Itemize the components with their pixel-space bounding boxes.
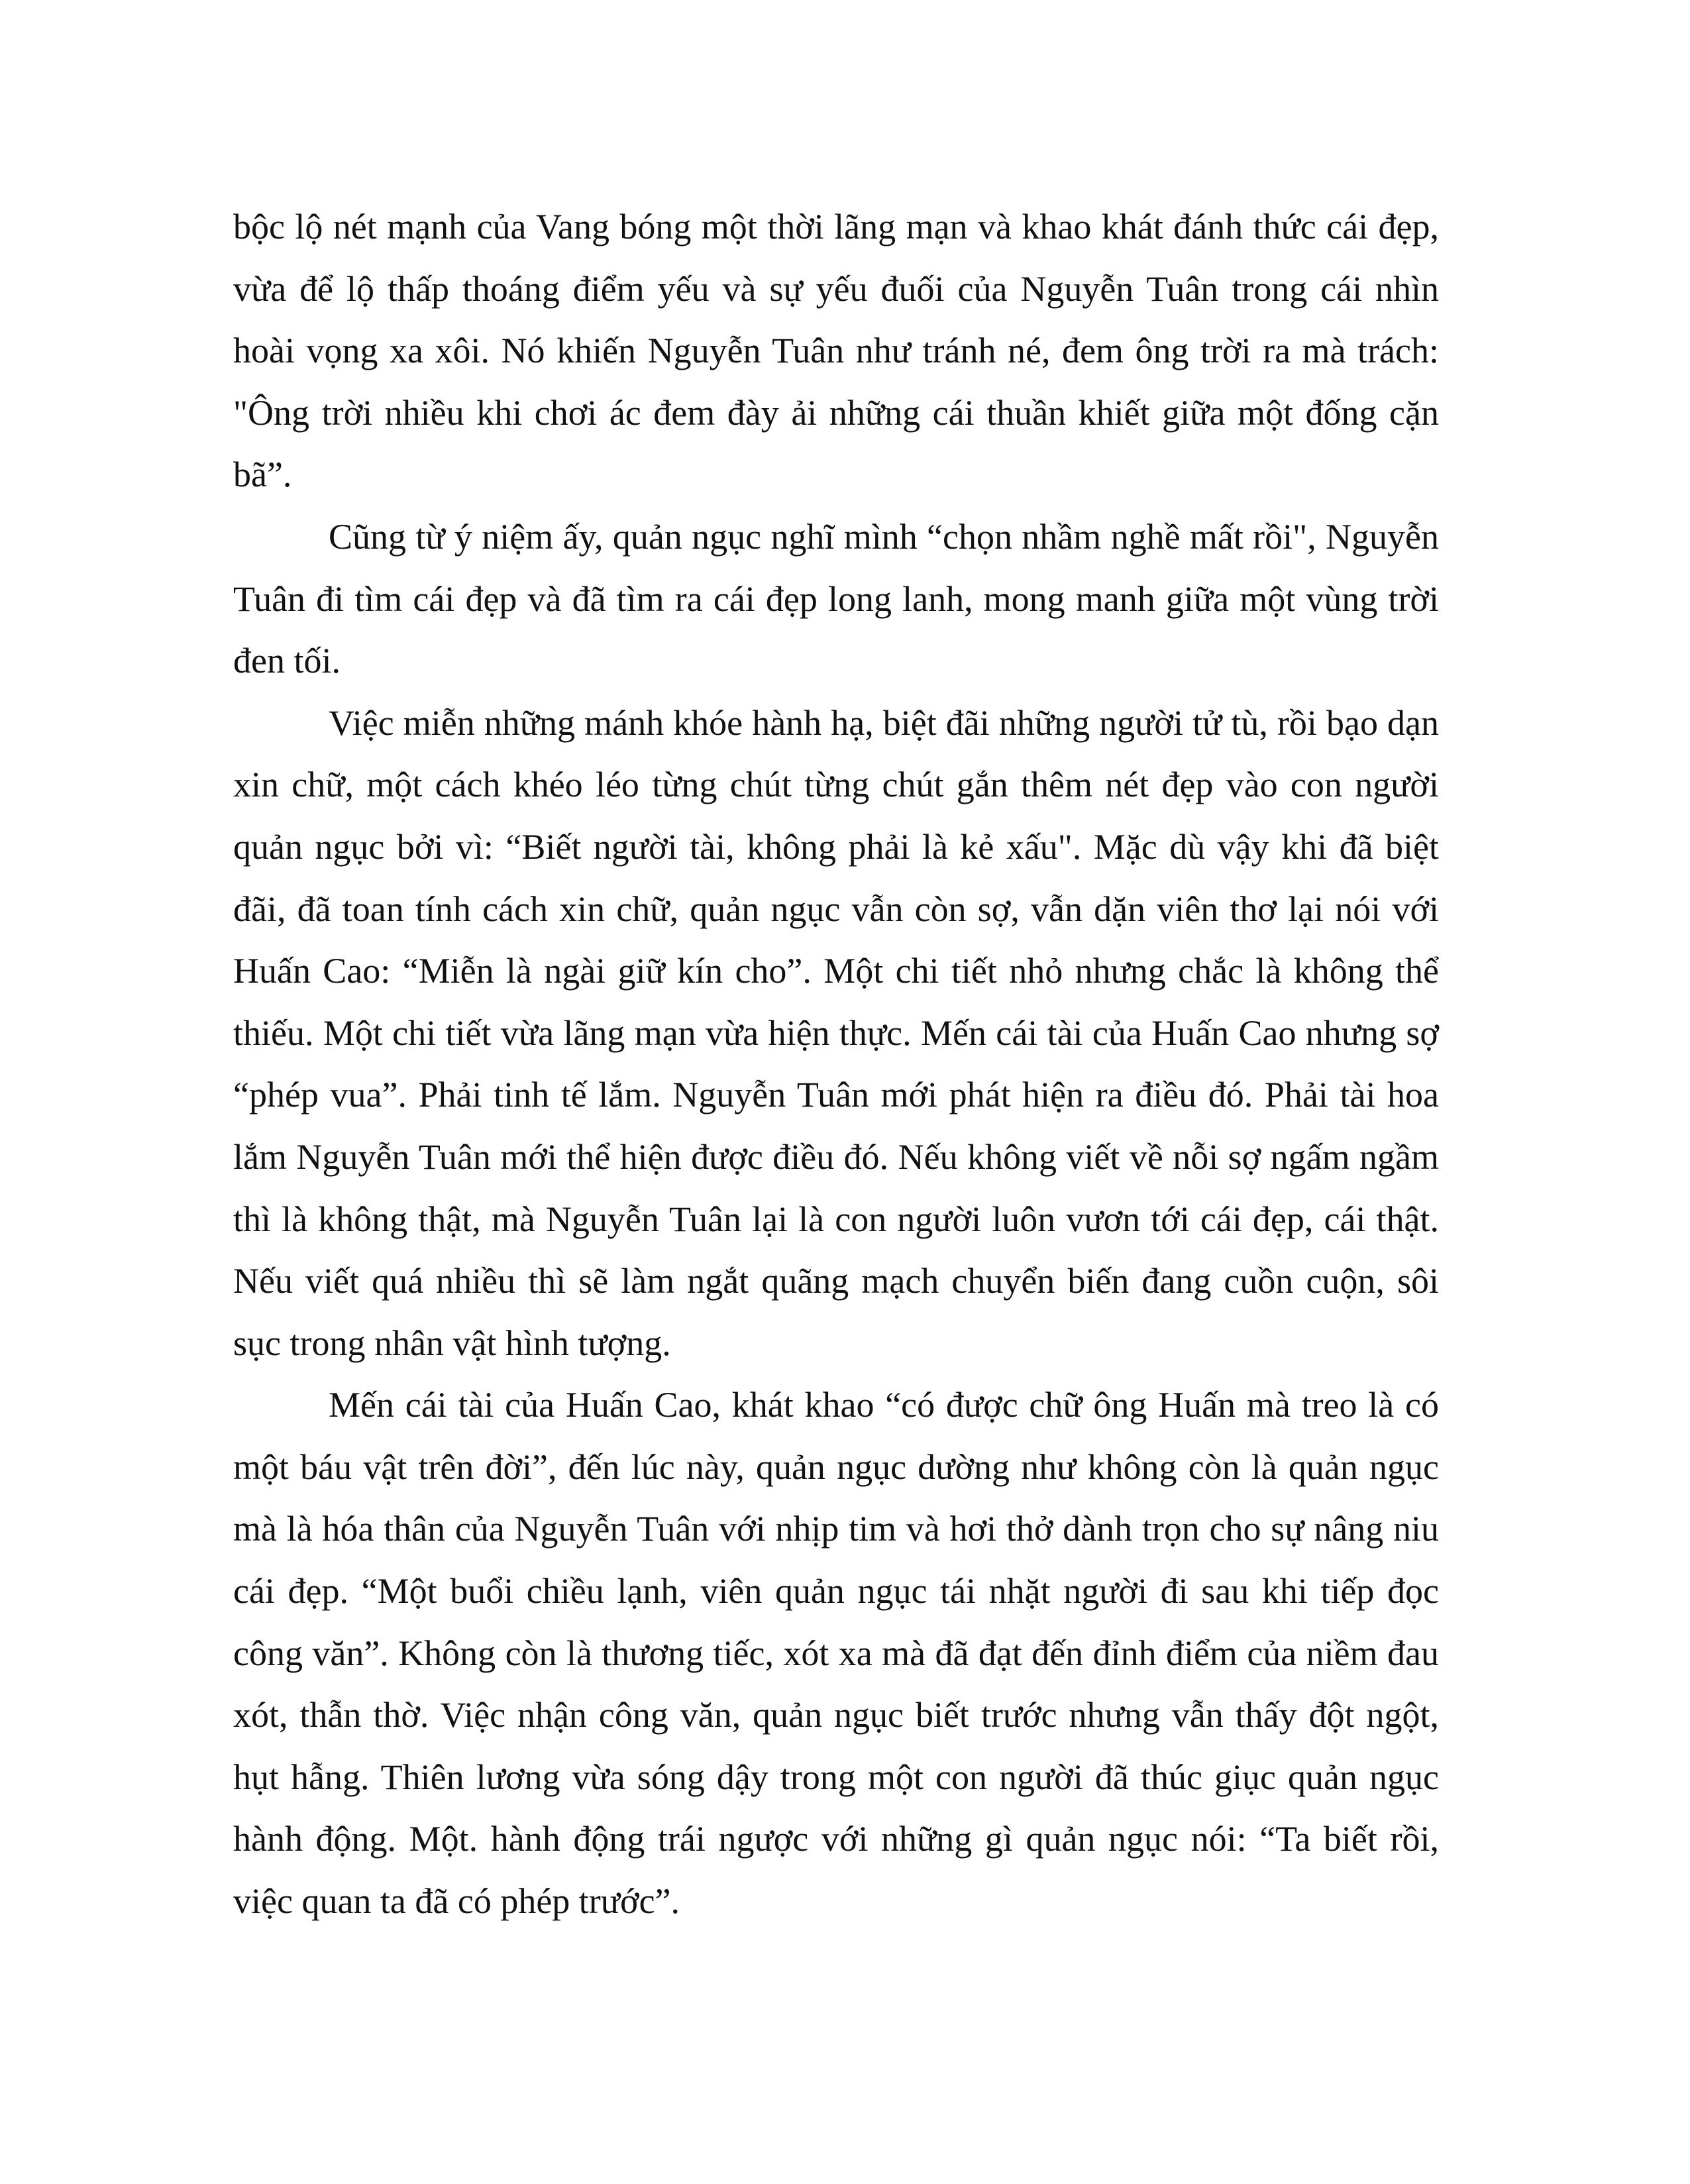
paragraph-4: Mến cái tài của Huấn Cao, khát khao “có được chữ ông Huấn mà treo là có một báu vật trên đời”, đến lúc này, quản ngục dường như không còn là quản ngục mà là hóa thân của Nguyễn Tuân với nhịp tim và hơi thở dành trọn cho sự nâng niu cái đẹp. “Một buổi chiều lạnh, viên quản ngục tái nhặt người đi sau khi tiếp đọc công văn”. Không còn là thương tiếc, xót xa mà đã đạt đến đỉnh điểm của niềm đau xót, thẫn thờ. Việc nhận công văn, quản ngục biết trước nhưng vẫn thấy đột ngột, hụt hẫng. Thiên lương vừa sóng dậy trong một con người đã thúc giục quản ngục hành động. Một. hành động trái ngược với những gì quản ngục nói: “Ta biết rồi, việc quan ta đã có phép trước”. (233, 1385, 1439, 1922)
paragraph-2: Cũng từ ý niệm ấy, quản ngục nghĩ mình “chọn nhầm nghề mất rồi", Nguyễn Tuân đi tìm cái đẹp và đã tìm ra cái đẹp long lanh, mong manh giữa một vùng trời đen tối. (233, 516, 1439, 681)
paragraph-3: Việc miễn những mánh khóe hành hạ, biệt đãi những người tử tù, rồi bạo dạn xin chữ, một cách khéo léo từng chút từng chút gắn thêm nét đẹp vào con người quản ngục bởi vì: “Biết người tài, không phải là kẻ xấu". Mặc dù vậy khi đã biệt đãi, đã toan tính cách xin chữ, quản ngục vẫn còn sợ, vẫn dặn viên thơ lại nói với Huấn Cao: “Miễn là ngài giữ kín cho”. Một chi tiết nhỏ nhưng chắc là không thể thiếu. Một chi tiết vừa lãng mạn vừa hiện thực. Mến cái tài của Huấn Cao nhưng sợ “phép vua”. Phải tinh tế lắm. Nguyễn Tuân mới phát hiện ra điều đó. Phải tài hoa lắm Nguyễn Tuân mới thể hiện được điều đó. Nếu không viết về nỗi sợ ngấm ngầm thì là không thật, mà Nguyễn Tuân lại là con người luôn vươn tới cái đẹp, cái thật. Nếu viết quá nhiều thì sẽ làm ngắt quãng mạch chuyển biến đang cuồn cuộn, sôi sục trong nhân vật hình tượng. (233, 702, 1439, 1363)
paragraph-1: bộc lộ nét mạnh của Vang bóng một thời lãng mạn và khao khát đánh thức cái đẹp, vừa để lộ thấp thoáng điểm yếu và sự yếu đuối của Nguyễn Tuân trong cái nhìn hoài vọng xa xôi. Nó khiến Nguyễn Tuân như tránh né, đem ông trời ra mà trách: "Ông trời nhiều khi chơi ác đem đày ải những cái thuần khiết giữa một đống cặn bã”. (233, 207, 1439, 495)
document-page (233, 196, 1439, 1933)
